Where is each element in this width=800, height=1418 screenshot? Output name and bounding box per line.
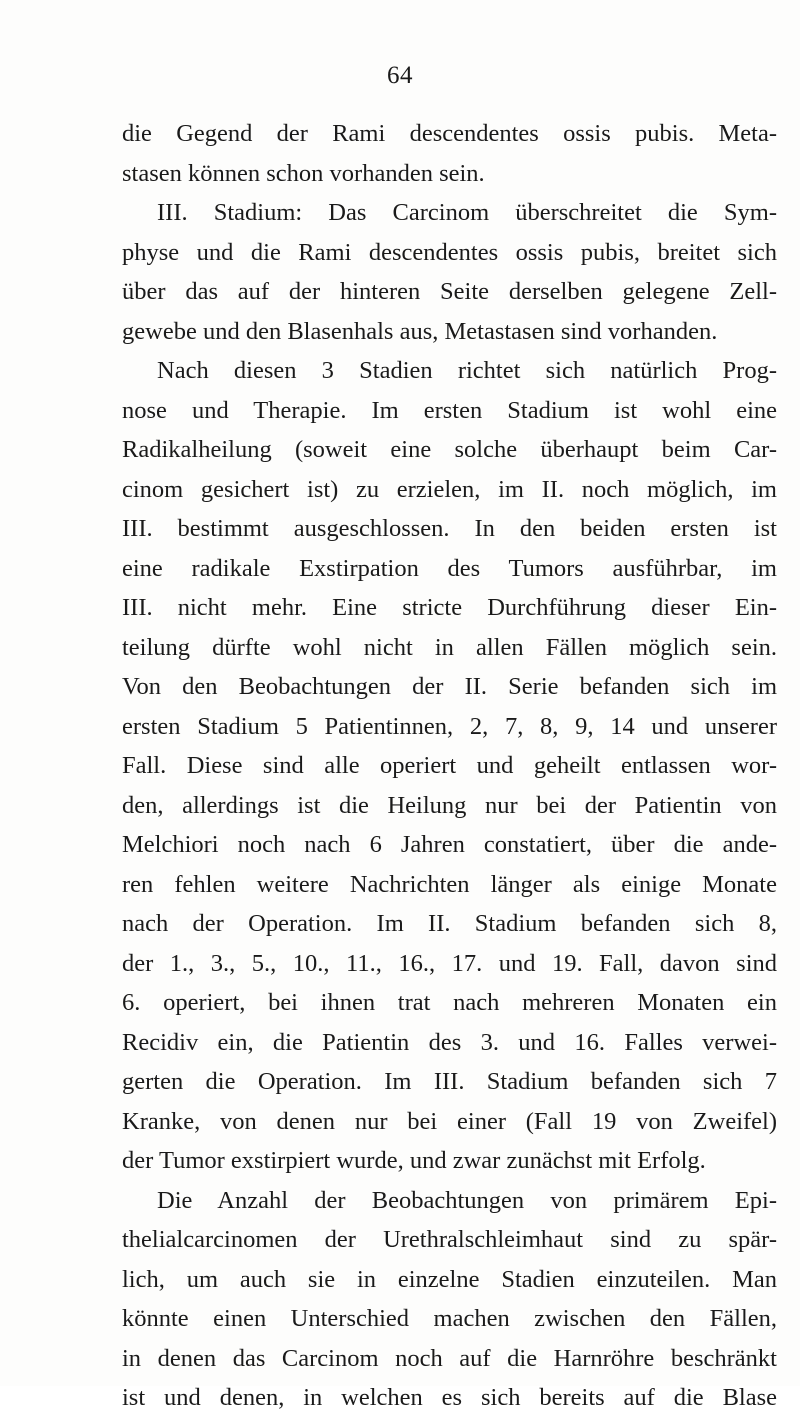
text-line: Melchiori noch nach 6 Jahren constatiert, über die ande- [122, 831, 777, 858]
text-line: Von den Beobachtungen der II. Serie befanden sich im [122, 673, 777, 700]
text-line: Recidiv ein, die Patientin des 3. und 16. Falles verwei- [122, 1028, 777, 1056]
text-line: Fall. Diese sind alle operiert und geheilt entlassen wor- [122, 752, 777, 779]
text-line: ersten Stadium 5 Patientinnen, 2, 7, 8, 9, 14 und unserer [122, 712, 777, 740]
text-line: ren fehlen weitere Nachrichten länger als einige Monate [122, 870, 777, 898]
text-line: thelialcarcinomen der Urethralschleimhaut sind zu spär- [122, 1226, 777, 1253]
text-line: eine radikale Exstirpation des Tumors ausführbar, im [122, 554, 777, 582]
text-line: lich, um auch sie in einzelne Stadien einzuteilen. Man [122, 1265, 777, 1293]
page-number: 64 [387, 62, 413, 89]
text-line: der 1., 3., 5., 10., 11., 16., 17. und 19. Fall, davon sind [122, 949, 777, 977]
text-line: in denen das Carcinom noch auf die Harnröhre beschränkt [122, 1344, 777, 1372]
text-line: den, allerdings ist die Heilung nur bei der Patientin von [122, 791, 777, 819]
text-line: der Tumor exstirpiert wurde, und zwar zunächst mit Erfolg. [122, 1147, 706, 1174]
text-line: III. nicht mehr. Eine stricte Durchführung dieser Ein- [122, 594, 777, 621]
text-line: Die Anzahl der Beobachtungen von primärem Epi- [157, 1186, 777, 1214]
text-line: cinom gesichert ist) zu erzielen, im II. noch möglich, im [122, 475, 777, 503]
text-line: nach der Operation. Im II. Stadium befanden sich 8, [122, 910, 777, 937]
text-line: physe und die Rami descendentes ossis pubis, breitet sich [122, 238, 777, 266]
text-line: gerten die Operation. Im III. Stadium befanden sich 7 [122, 1068, 777, 1095]
text-line: könnte einen Unterschied machen zwischen den Fällen, [122, 1305, 777, 1332]
text-line: gewebe und den Blasenhals aus, Metastasen sind vorhanden. [122, 317, 718, 345]
text-line: Kranke, von denen nur bei einer (Fall 19 von Zweifel) [122, 1107, 777, 1135]
text-line: 6. operiert, bei ihnen trat nach mehreren Monaten ein [122, 989, 777, 1016]
text-line: III. Stadium: Das Carcinom überschreitet die Sym- [157, 199, 777, 226]
text-line: stasen können schon vorhanden sein. [122, 159, 485, 187]
text-line: die Gegend der Rami descendentes ossis pubis. Meta- [122, 120, 777, 147]
text-line: III. bestimmt ausgeschlossen. In den beiden ersten ist [122, 515, 777, 542]
text-line: nose und Therapie. Im ersten Stadium ist wohl eine [122, 396, 777, 424]
text-line: Radikalheilung (soweit eine solche überhaupt beim Car- [122, 436, 777, 463]
text-line: teilung dürfte wohl nicht in allen Fällen möglich sein. [122, 633, 777, 661]
text-line: über das auf der hinteren Seite derselben gelegene Zell- [122, 278, 777, 305]
text-line: ist und denen, in welchen es sich bereits auf die Blase [122, 1384, 777, 1411]
body-text [122, 114, 777, 1418]
text-line: Nach diesen 3 Stadien richtet sich natürlich Prog- [157, 357, 777, 384]
